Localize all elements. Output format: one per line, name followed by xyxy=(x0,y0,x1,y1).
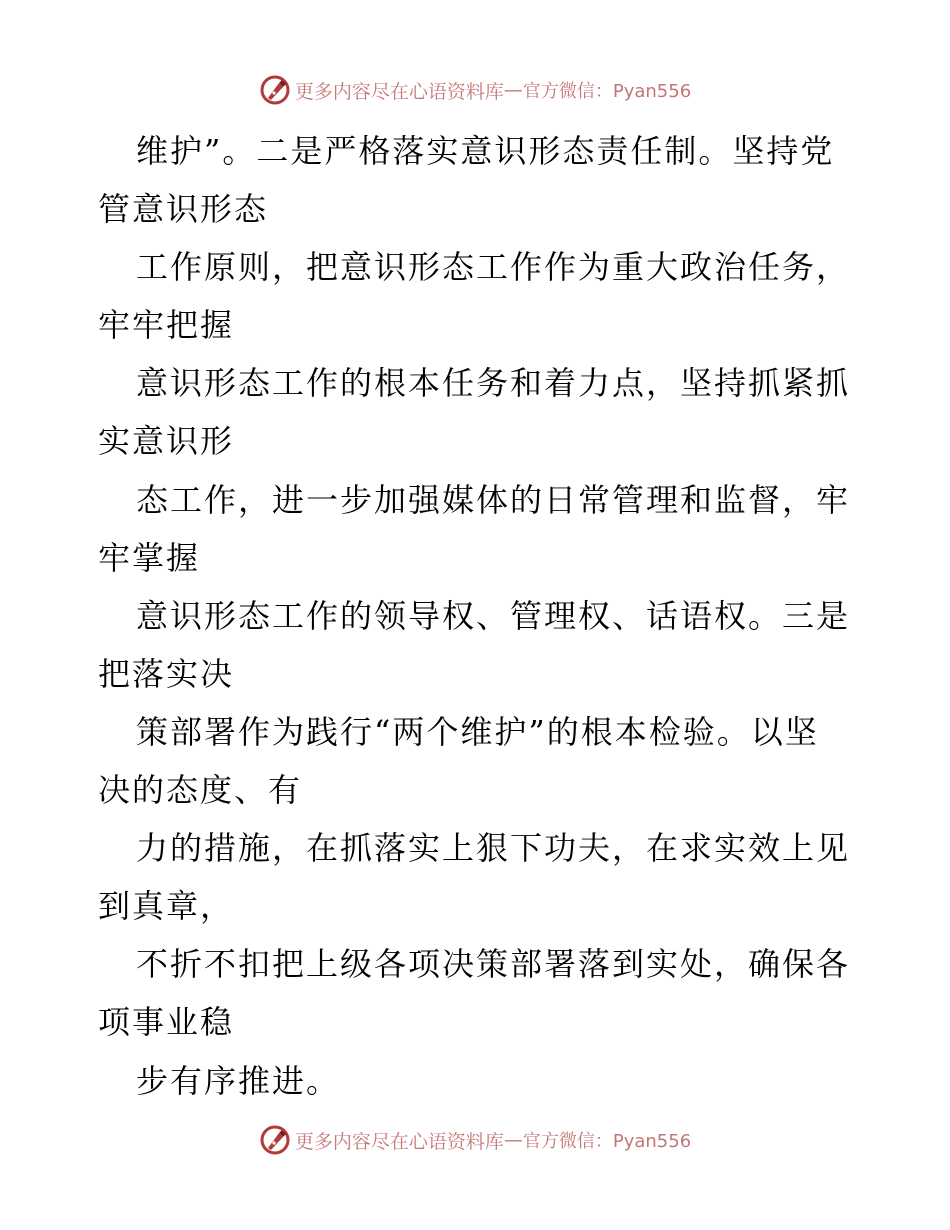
text-line: 管意识形态 xyxy=(98,190,269,229)
text-line: 维护”。二是严格落实意识形态责任制。坚持党 xyxy=(136,132,835,170)
banner-wechat: 官方微信：Pyan556 xyxy=(522,1131,692,1152)
text-line: 策部署作为践行“两个维护”的根本检验。以坚 xyxy=(136,712,819,751)
text-line: 项事业稳 xyxy=(98,1003,235,1042)
text-line: 不折不扣把上级各项决策部署落到实处，确保各 xyxy=(136,945,851,984)
text-line: 实意识形 xyxy=(98,422,235,461)
banner-text: 更多内容尽在心语资料库 xyxy=(294,80,504,103)
text-line: 牢掌握 xyxy=(98,538,201,577)
text-line: 步有序推进。 xyxy=(136,1061,341,1100)
text-line: 把落实决 xyxy=(98,654,235,693)
text-line: 意识形态工作的根本任务和着力点，坚持抓紧抓 xyxy=(136,364,851,403)
text-line: 意识形态工作的领导权、管理权、话语权。三是 xyxy=(136,596,851,635)
text-line: 决的态度、有 xyxy=(98,771,303,810)
text-line: 工作原则，把意识形态工作作为重大政治任务， xyxy=(136,248,851,287)
banner-wechat: 官方微信：Pyan556 xyxy=(522,81,692,102)
text-line: 牢牢把握 xyxy=(98,306,235,345)
document-body xyxy=(98,122,858,1110)
banner-text: 更多内容尽在心语资料库 xyxy=(294,1130,504,1153)
text-line: 到真章， xyxy=(98,887,235,926)
header-banner xyxy=(0,70,950,110)
footer-banner xyxy=(0,1120,950,1160)
pen-nib-logo-icon xyxy=(259,1124,291,1156)
banner-dash: — xyxy=(503,1129,523,1151)
text-line: 态工作，进一步加强媒体的日常管理和监督，牢 xyxy=(136,480,851,519)
pen-nib-logo-icon xyxy=(259,74,291,106)
text-line: 力的措施，在抓落实上狠下功夫，在求实效上见 xyxy=(136,829,851,868)
banner-dash: — xyxy=(503,79,523,101)
